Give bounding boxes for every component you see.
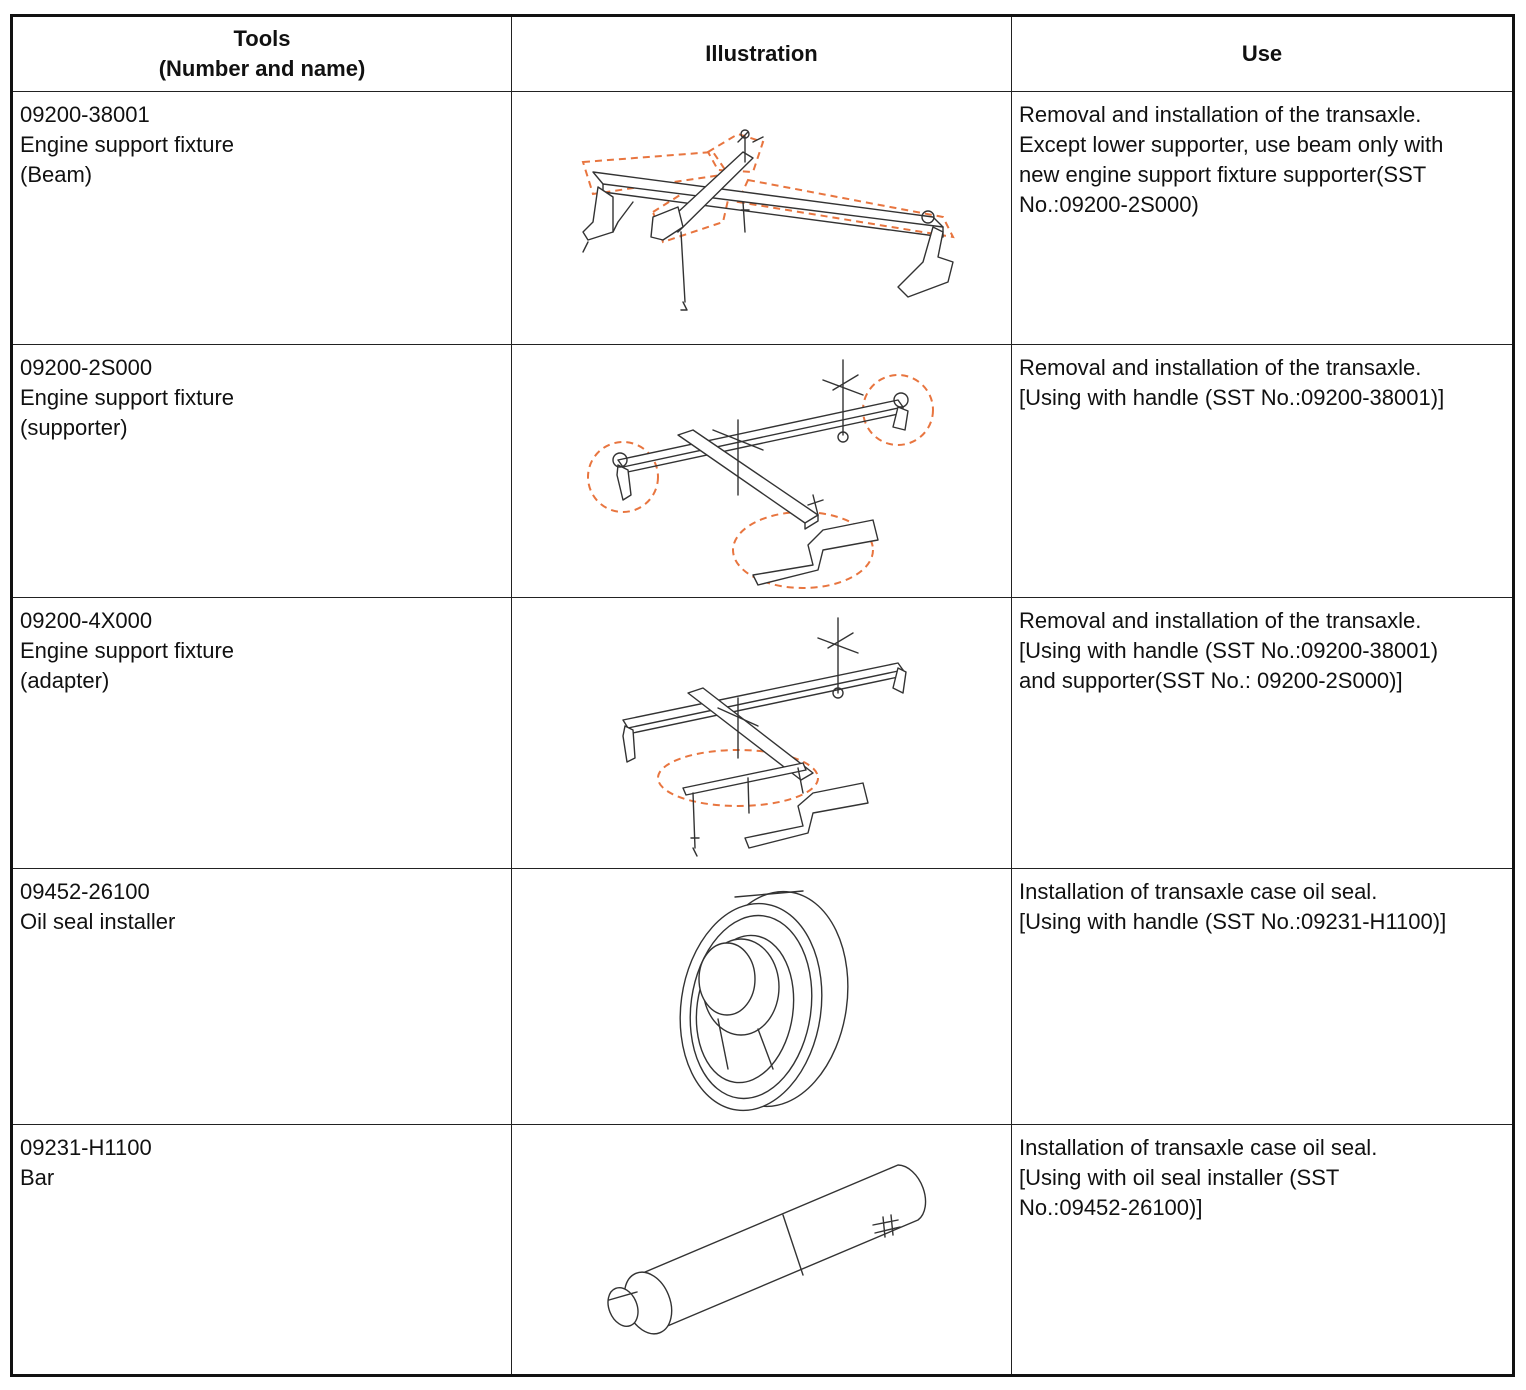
engine-support-beam-drawing xyxy=(513,92,1011,343)
tool-name: (adapter) xyxy=(20,668,110,693)
header-row xyxy=(12,16,1514,92)
table-row xyxy=(12,869,1514,1125)
use-line: Removal and installation of the transaxle. xyxy=(1019,608,1422,633)
illustration-cell xyxy=(512,869,1012,1125)
use-line: [Using with handle (SST No.:09231-H1100)] xyxy=(1019,909,1447,934)
engine-support-supporter-drawing xyxy=(513,345,1011,596)
header-tools-line1: Tools xyxy=(233,26,291,51)
use-line: No.:09452-26100)] xyxy=(1019,1195,1203,1220)
use-cell xyxy=(1012,1125,1514,1376)
tool-name: (supporter) xyxy=(20,415,128,440)
table-row xyxy=(12,345,1514,598)
use-line: Installation of transaxle case oil seal. xyxy=(1019,879,1378,904)
use-cell xyxy=(1012,345,1514,598)
use-line: Installation of transaxle case oil seal. xyxy=(1019,1135,1378,1160)
use-line: Removal and installation of the transaxle. xyxy=(1019,102,1422,127)
tool-name: Oil seal installer xyxy=(20,909,176,934)
use-cell xyxy=(1012,92,1514,345)
header-illustration: Illustration xyxy=(512,16,1012,92)
tool-number: 09231-H1100 xyxy=(20,1135,152,1160)
tool-name: Bar xyxy=(20,1165,55,1190)
use-line: [Using with handle (SST No.:09200-38001)] xyxy=(1019,385,1445,410)
tool-name: (Beam) xyxy=(20,162,93,187)
bar-drawing xyxy=(513,1125,1011,1374)
tool-cell xyxy=(12,869,512,1125)
use-line: Except lower supporter, use beam only with xyxy=(1019,132,1444,157)
illustration-cell xyxy=(512,1125,1012,1376)
special-service-tools-table xyxy=(10,14,1515,1377)
tool-name: Engine support fixture xyxy=(20,638,235,663)
use-line: and supporter(SST No.: 09200-2S000)] xyxy=(1019,668,1403,693)
tool-number: 09200-2S000 xyxy=(20,355,153,380)
header-tools-line2: (Number and name) xyxy=(158,56,366,81)
table-row xyxy=(12,1125,1514,1376)
header-use: Use xyxy=(1012,16,1514,92)
tool-name: Engine support fixture xyxy=(20,132,235,157)
oil-seal-installer-drawing xyxy=(513,869,1011,1123)
tool-cell xyxy=(12,598,512,869)
use-line: Removal and installation of the transaxle. xyxy=(1019,355,1422,380)
illustration-cell xyxy=(512,92,1012,345)
use-line: [Using with oil seal installer (SST xyxy=(1019,1165,1340,1190)
tool-number: 09200-38001 xyxy=(20,102,150,127)
tool-cell xyxy=(12,92,512,345)
use-line: [Using with handle (SST No.:09200-38001) xyxy=(1019,638,1439,663)
table-row xyxy=(12,92,1514,345)
tool-cell xyxy=(12,1125,512,1376)
engine-support-adapter-drawing xyxy=(513,598,1011,867)
tool-number: 09200-4X000 xyxy=(20,608,153,633)
use-line: new engine support fixture supporter(SST xyxy=(1019,162,1427,187)
use-line: No.:09200-2S000) xyxy=(1019,192,1199,217)
tool-number: 09452-26100 xyxy=(20,879,150,904)
use-cell xyxy=(1012,598,1514,869)
header-tools xyxy=(12,16,512,92)
illustration-cell xyxy=(512,345,1012,598)
use-cell xyxy=(1012,869,1514,1125)
tool-cell xyxy=(12,345,512,598)
tool-name: Engine support fixture xyxy=(20,385,235,410)
table-row xyxy=(12,598,1514,869)
illustration-cell xyxy=(512,598,1012,869)
